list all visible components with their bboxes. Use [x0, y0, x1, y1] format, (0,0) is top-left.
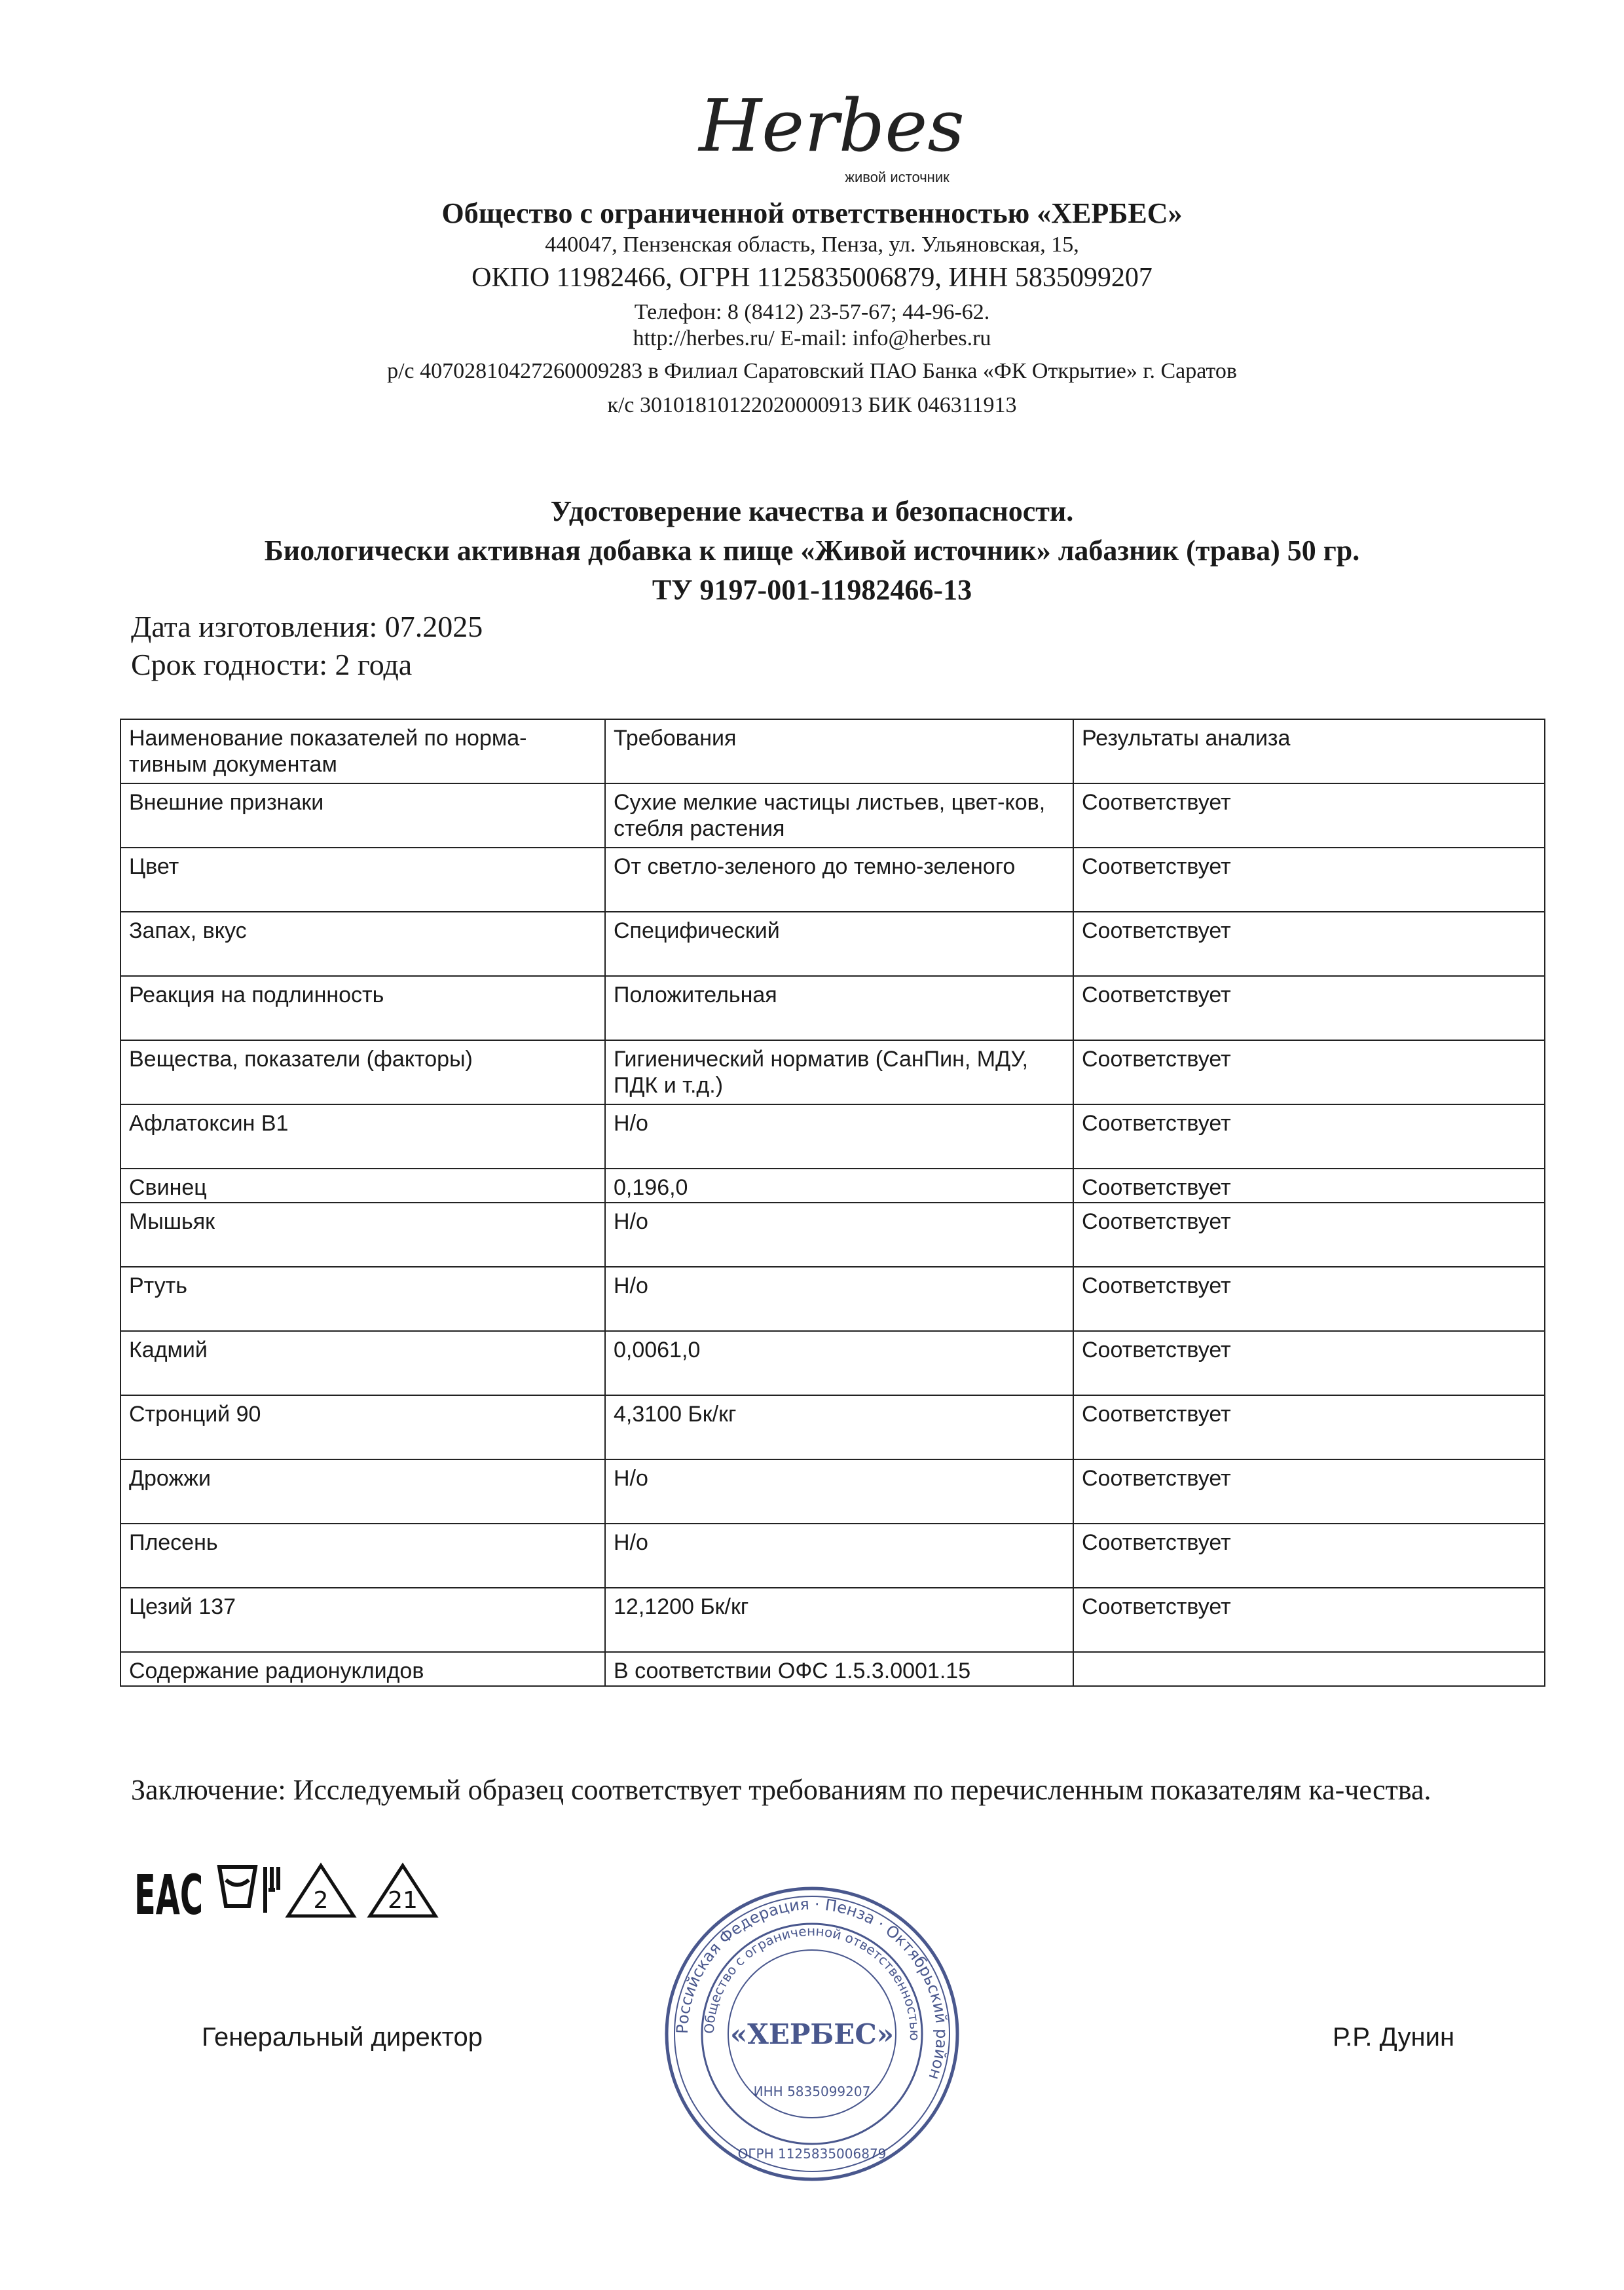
quality-table	[120, 719, 1545, 1687]
logo-brand: Herbes	[699, 84, 965, 168]
recycle-code-1: 2	[313, 1887, 329, 1914]
requirement-value: 0,19	[614, 1175, 657, 1200]
analysis-result: Соответствует	[1073, 1524, 1545, 1588]
indicator-name: Ртуть	[120, 1267, 605, 1331]
requirement-cell	[605, 1203, 1073, 1267]
recycle-icon	[288, 1866, 354, 1916]
analysis-result: Соответствует	[1073, 912, 1545, 976]
requirement-cell	[605, 1104, 1073, 1169]
requirement-value: Н/о	[614, 1111, 648, 1136]
indicator-name: Дрожжи	[120, 1459, 605, 1524]
company-name: Общество с ограниченной ответственностью «ХЕРБЕС»	[441, 197, 1183, 229]
signatory-name: Р.Р. Дунин	[1333, 2023, 1455, 2052]
analysis-result: Соответствует	[1073, 1395, 1545, 1459]
indicator-name: Вещества, показатели (факторы)	[120, 1040, 605, 1104]
requirement-value: Н/о	[614, 1466, 648, 1491]
conclusion: Заключение: Исследуемый образец соответствует требованиям по перечисленным показателям ка-чества.	[131, 1774, 1431, 1806]
seal-ogrn: ОГРН 1125835006879	[737, 2146, 887, 2162]
requirement-cell	[605, 1588, 1073, 1652]
requirement-value: Сухие мелкие частицы листьев, цвет-ков, стебля растения	[614, 790, 1046, 841]
analysis-result: Соответствует	[1073, 1040, 1545, 1104]
analysis-result: Соответствует	[1073, 976, 1545, 1040]
company-web: http://herbes.ru/ E-mail: info@herbes.ru	[633, 326, 991, 350]
table-row	[120, 1459, 1545, 1524]
requirement-value: От светло-зеленого до темно-зеленого	[614, 854, 1016, 879]
seal-inner-text: Общество с ограниченной ответственностью	[701, 1923, 923, 2041]
product-name: Биологически активная добавка к пище «Живой источник» лабазник (трава) 50 гр.	[264, 535, 1360, 567]
seal-center-text: «ХЕРБЕС»	[729, 2018, 895, 2050]
doc-title: Удостоверение качества и безопасности.	[550, 495, 1074, 527]
requirement-value: 0,006	[614, 1338, 670, 1362]
indicator-name: Афлатоксин В1	[120, 1104, 605, 1169]
column-header: Результаты анализа	[1073, 719, 1545, 783]
table-row	[120, 1395, 1545, 1459]
certification-marks	[134, 1854, 449, 1926]
company-codes: ОКПО 11982466, ОГРН 1125835006879, ИНН 5835099207	[471, 263, 1153, 293]
food-contact-icon	[219, 1867, 278, 1913]
seal-inn: ИНН 5835099207	[753, 2084, 871, 2099]
indicator-name: Реакция на подлинность	[120, 976, 605, 1040]
indicator-name: Плесень	[120, 1524, 605, 1588]
requirement-cell	[605, 1040, 1073, 1104]
indicator-name: Цвет	[120, 848, 605, 912]
shelf-life: Срок годности: 2 года	[131, 648, 413, 681]
requirement-value: Н/о	[614, 1273, 648, 1298]
requirement-value: Н/о	[614, 1209, 648, 1234]
analysis-result: Соответствует	[1073, 783, 1545, 848]
table-row	[120, 1040, 1545, 1104]
requirement-value: Н/о	[614, 1530, 648, 1555]
signatory-position: Генеральный директор	[202, 2023, 483, 2052]
table-row	[120, 1104, 1545, 1169]
table-row	[120, 1652, 1545, 1686]
requirement-cell	[605, 1267, 1073, 1331]
indicator-name: Свинец	[120, 1169, 605, 1203]
requirement-limit: 200 Бк/кг	[657, 1594, 749, 1619]
requirement-cell	[605, 1524, 1073, 1588]
analysis-result: Соответствует	[1073, 1331, 1545, 1395]
table-row	[120, 1524, 1545, 1588]
analysis-result: Соответствует	[1073, 1169, 1545, 1203]
indicator-name: Цезий 137	[120, 1588, 605, 1652]
requirement-value: 4,3	[614, 1402, 645, 1427]
logo-tagline: живой источник	[845, 169, 950, 185]
herbes-logo	[681, 72, 982, 203]
requirement-value: Гигиенический норматив (СанПин, МДУ, ПДК и т.д.)	[614, 1047, 1029, 1098]
indicator-name: Содержание радионуклидов	[120, 1652, 605, 1686]
table-row	[120, 976, 1545, 1040]
analysis-result	[1073, 1652, 1545, 1686]
requirement-cell	[605, 783, 1073, 848]
corr-account: к/с 30101810122020000913 БИК 046311913	[607, 393, 1017, 417]
company-address: 440047, Пензенская область, Пенза, ул. Ульяновская, 15,	[545, 233, 1079, 257]
requirement-cell	[605, 1331, 1073, 1395]
column-header: Наименование показателей по норма-тивным документам	[120, 719, 605, 783]
company-phone: Телефон: 8 (8412) 23-57-67; 44-96-62.	[634, 300, 990, 324]
requirement-cell	[605, 1652, 1073, 1686]
column-header: Требования	[605, 719, 1073, 783]
recycle-icon	[370, 1866, 435, 1916]
spec-code: ТУ 9197-001-11982466-13	[652, 574, 972, 606]
indicator-name: Кадмий	[120, 1331, 605, 1395]
requirement-limit: 100 Бк/кг	[644, 1402, 737, 1427]
analysis-result: Соответствует	[1073, 848, 1545, 912]
company-seal	[661, 1883, 963, 2185]
requirement-cell	[605, 976, 1073, 1040]
table-row	[120, 1169, 1545, 1203]
requirement-cell	[605, 1459, 1073, 1524]
indicator-name: Стронций 90	[120, 1395, 605, 1459]
requirement-cell	[605, 1169, 1073, 1203]
table-row	[120, 1331, 1545, 1395]
table-row	[120, 783, 1545, 848]
analysis-result: Соответствует	[1073, 1588, 1545, 1652]
table-row	[120, 1267, 1545, 1331]
analysis-result: Соответствует	[1073, 1459, 1545, 1524]
analysis-result: Соответствует	[1073, 1203, 1545, 1267]
requirement-cell	[605, 912, 1073, 976]
requirement-cell	[605, 1395, 1073, 1459]
table-row	[120, 1588, 1545, 1652]
requirement-cell	[605, 848, 1073, 912]
requirement-value: В соответствии ОФС 1.5.3.0001.15	[614, 1659, 971, 1683]
requirement-value: 12,1	[614, 1594, 657, 1619]
seal-outer-text: Российская Федерация · Пенза · Октябрьский район	[673, 1894, 951, 2082]
table-header-row	[120, 719, 1545, 783]
table-row	[120, 912, 1545, 976]
indicator-name: Мышьяк	[120, 1203, 605, 1267]
manufacture-date: Дата изготовления: 07.2025	[131, 610, 483, 643]
requirement-limit: 6,0	[657, 1175, 688, 1200]
indicator-name: Запах, вкус	[120, 912, 605, 976]
analysis-result: Соответствует	[1073, 1267, 1545, 1331]
eac-mark-icon	[134, 1863, 203, 1926]
analysis-result: Соответствует	[1073, 1104, 1545, 1169]
table-row	[120, 848, 1545, 912]
requirement-limit: 1,0	[669, 1338, 701, 1362]
recycle-code-2: 21	[388, 1887, 418, 1914]
indicator-name: Внешние признаки	[120, 783, 605, 848]
requirement-value: Положительная	[614, 983, 777, 1007]
bank-account: р/с 40702810427260009283 в Филиал Саратовский ПАО Банка «ФК Открытие» г. Саратов	[387, 359, 1237, 383]
table-row	[120, 1203, 1545, 1267]
eac-mark-label: ЕАС	[134, 1863, 203, 1926]
requirement-value: Специфический	[614, 918, 780, 943]
